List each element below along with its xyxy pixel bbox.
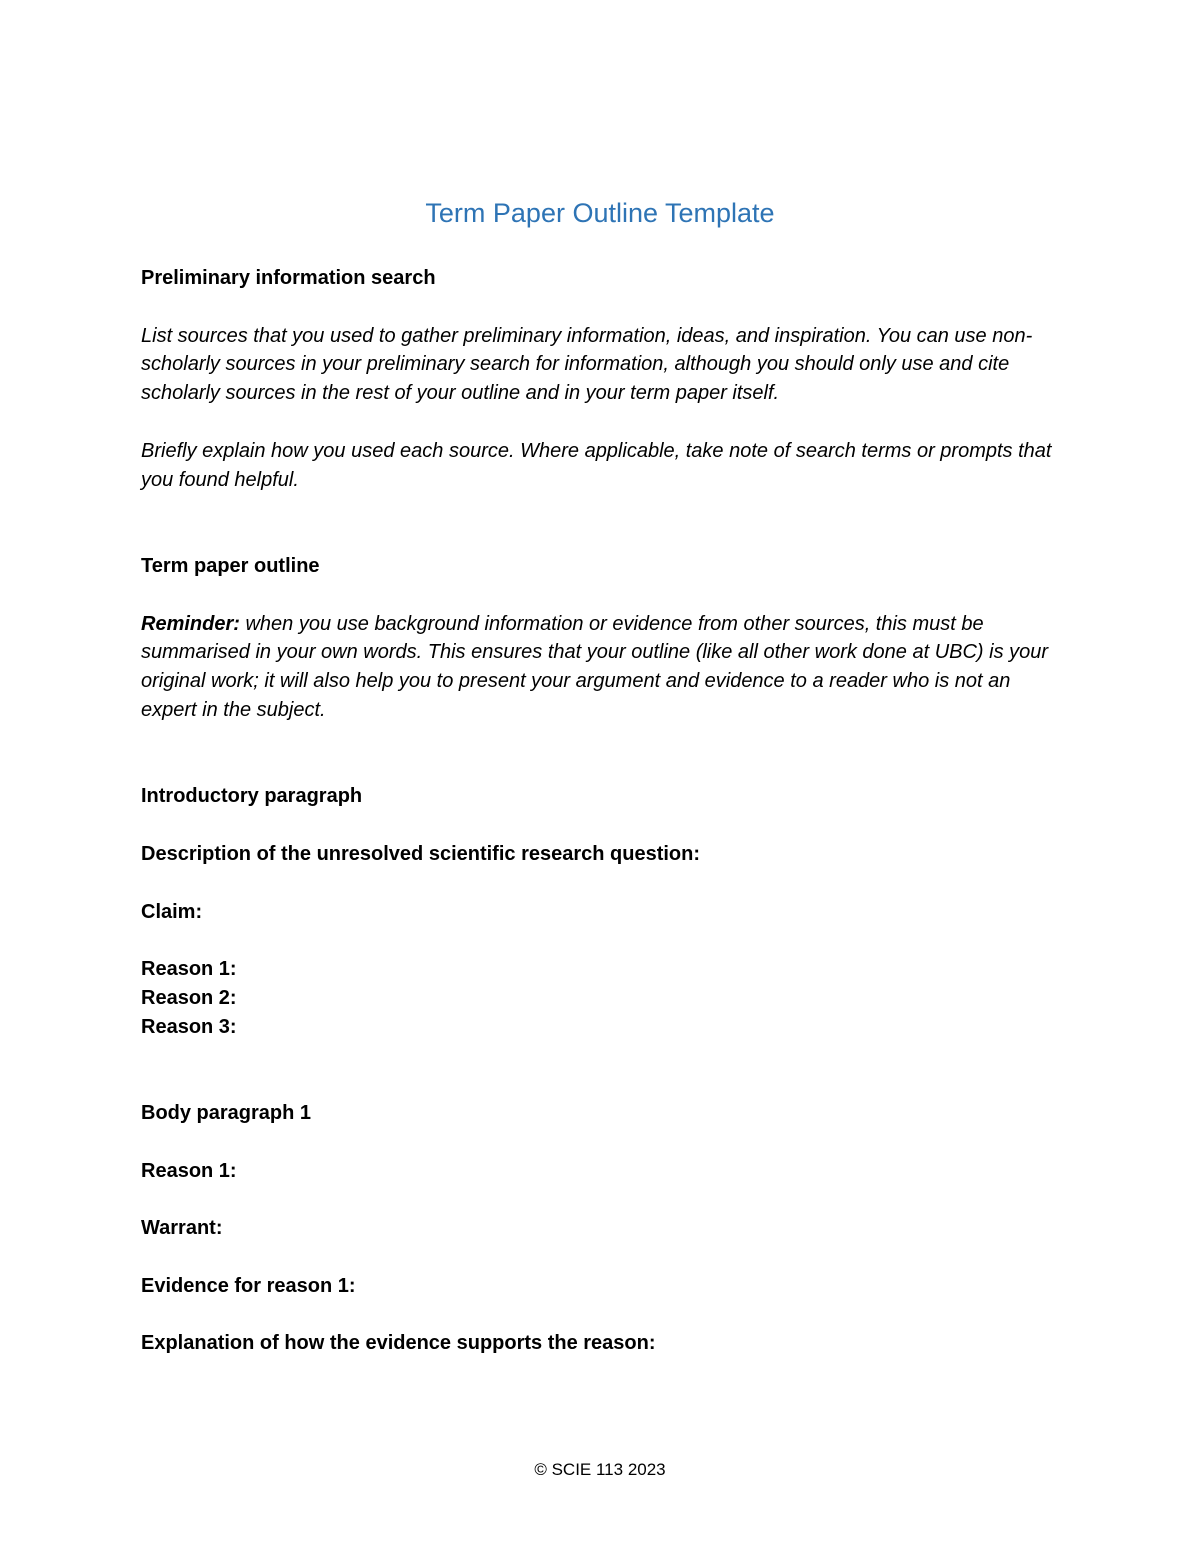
- body1-reason-1-label: Reason 1:: [141, 1159, 237, 1182]
- page-title: Term Paper Outline Template: [425, 198, 775, 228]
- reminder-paragraph: [141, 610, 1071, 725]
- body1-heading: Body paragraph 1: [141, 1102, 312, 1125]
- preliminary-heading: Preliminary information search: [141, 267, 436, 289]
- outline-heading: Term paper outline: [141, 554, 320, 577]
- document-body: [141, 264, 1071, 1358]
- body1-warrant-label: Warrant:: [141, 1217, 223, 1240]
- body1-explanation-label: Explanation of how the evidence supports the reason:: [141, 1332, 656, 1355]
- reminder-text: when you use background information or evidence from other sources, this must be summarised in your own words. This ensures that your outline (like all other work done at UBC) is your original work; it will also help you to present your argument and evidence to a reader who is not an expert in the subject.: [141, 612, 1049, 721]
- preliminary-paragraph-1: List sources that you used to gather preliminary information, ideas, and inspiration. You can use non-scholarly sources in your preliminary search for information, although you should only use and cite scholarly sources in the rest of your outline and in your term paper itself.: [141, 324, 1033, 405]
- intro-reason-2-label: Reason 2:: [141, 986, 237, 1009]
- page-footer: © SCIE 113 2023: [534, 1460, 666, 1479]
- intro-heading: Introductory paragraph: [141, 785, 363, 808]
- intro-reason-1-label: Reason 1:: [141, 958, 237, 981]
- reminder-label: Reminder:: [141, 612, 240, 635]
- intro-reason-3-label: Reason 3:: [141, 1015, 237, 1038]
- intro-claim-label: Claim:: [141, 900, 203, 923]
- preliminary-paragraph-2: Briefly explain how you used each source. Where applicable, take note of search terms or prompts that you found helpful.: [141, 439, 1052, 491]
- intro-description-label: Description of the unresolved scientific research question:: [141, 842, 701, 865]
- body1-evidence-label: Evidence for reason 1:: [141, 1274, 356, 1297]
